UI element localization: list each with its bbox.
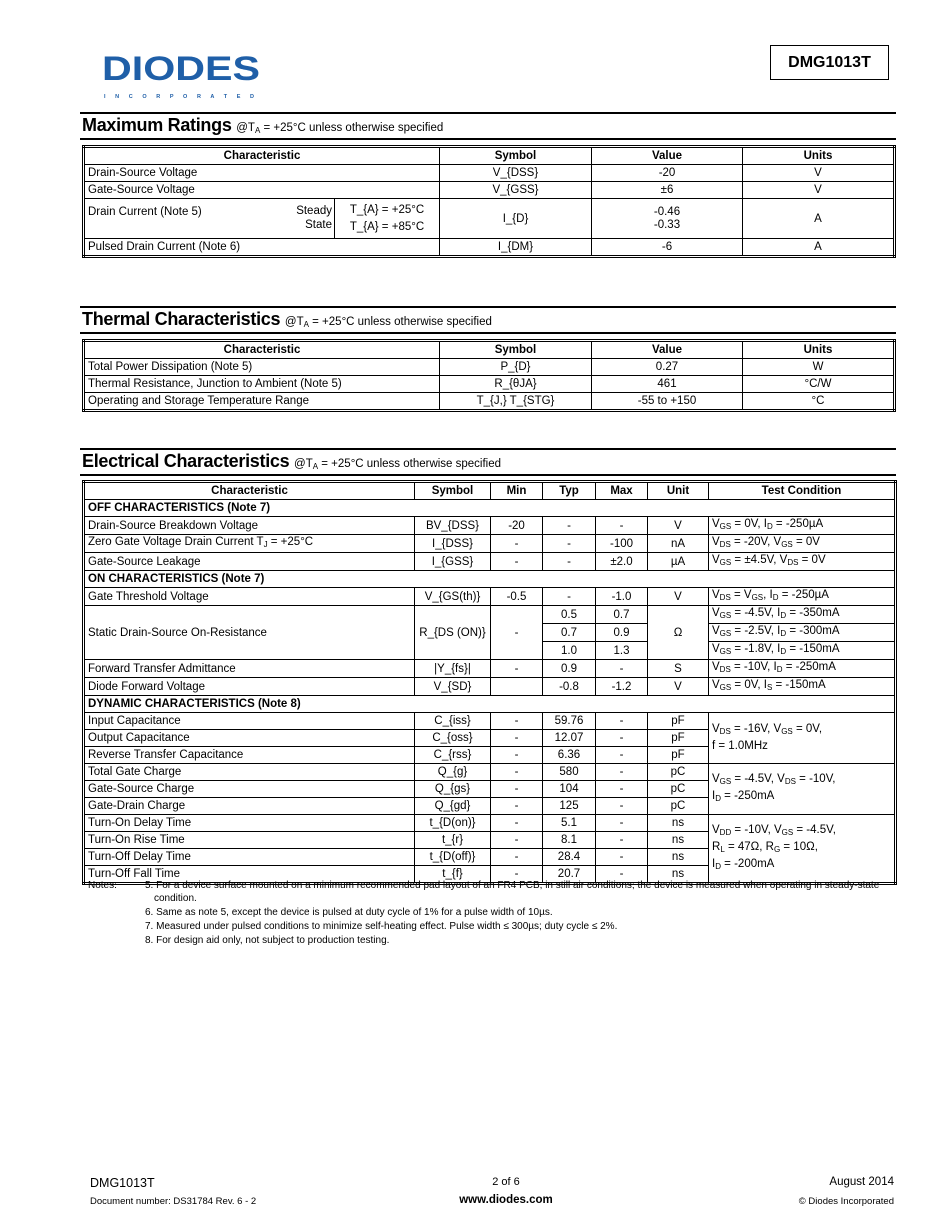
typ-cell: - xyxy=(543,553,596,571)
header-characteristic: Characteristic xyxy=(84,341,440,359)
test-condition-cell: $V_{DS} = -10V$, $I_D = -250mA$ xyxy=(709,660,896,678)
min-cell: - xyxy=(491,832,543,849)
min-cell: - xyxy=(491,849,543,866)
test-condition-cell: $V_{GS} = 0V$, $I_S = -150mA$ xyxy=(709,678,896,696)
unit-cell: nA xyxy=(648,535,709,553)
min-cell xyxy=(491,678,543,696)
table-row xyxy=(84,182,895,199)
header-characteristic: Characteristic xyxy=(84,482,415,500)
min-cell: -20 xyxy=(491,517,543,535)
unit-cell: V xyxy=(743,165,895,182)
section-condition: $@T_A = +25^\circ C$ unless otherwise specified xyxy=(294,458,502,471)
unit-cell: pF xyxy=(648,747,709,764)
table-row xyxy=(84,606,896,624)
thermal-heading xyxy=(80,306,896,334)
section-title: Electrical Characteristics xyxy=(82,451,290,471)
min-cell: - xyxy=(491,815,543,832)
note-item: 8. For design aid only, not subject to production testing. xyxy=(145,935,390,946)
header-value: Value xyxy=(592,147,743,165)
characteristic-cell: Turn-Off Fall Time xyxy=(84,866,415,884)
unit-cell: V xyxy=(648,678,709,696)
test-condition-cell: $V_{DS} = -16V$, $V_{GS} = 0V$, f = 1.0MHz xyxy=(709,713,896,764)
value-cell: ±6 xyxy=(592,182,743,199)
unit-cell: °C xyxy=(743,393,895,411)
typ-cell: 28.4 xyxy=(543,849,596,866)
typ-cell: 104 xyxy=(543,781,596,798)
test-condition-cell: $V_{GS} = 0V$, $I_D = -250\mu A$ xyxy=(709,517,896,535)
characteristic-cell: Turn-Off Delay Time xyxy=(84,849,415,866)
max-cell: - xyxy=(596,713,648,730)
unit-cell: pC xyxy=(648,764,709,781)
symbol-cell: R_{θJA} xyxy=(440,376,592,393)
header-symbol: Symbol xyxy=(440,341,592,359)
section-label: ON CHARACTERISTICS (Note 7) xyxy=(84,571,896,588)
typ-cell: 1.0 xyxy=(543,642,596,660)
test-condition-cell: $V_{DS} = V_{GS}$, $I_D = -250\mu A$ xyxy=(709,588,896,606)
symbol-cell: I_{DSS} xyxy=(415,535,491,553)
header-units: Units xyxy=(743,341,895,359)
section-title: Thermal Characteristics xyxy=(82,309,281,329)
diodes-logo xyxy=(102,50,267,102)
value-cell: -0.46 -0.33 xyxy=(592,199,743,239)
header-symbol: Symbol xyxy=(415,482,491,500)
header-min: Min xyxy=(491,482,543,500)
header-test-condition: Test Condition xyxy=(709,482,896,500)
table-row xyxy=(84,535,896,553)
max-cell: 1.3 xyxy=(596,642,648,660)
max-cell: -1.0 xyxy=(596,588,648,606)
table-row xyxy=(84,517,896,535)
thermal-table xyxy=(82,339,896,412)
max-cell: - xyxy=(596,517,648,535)
symbol-cell: C_{oss} xyxy=(415,730,491,747)
header-row xyxy=(84,147,895,165)
symbol-cell: I_{DM} xyxy=(440,239,592,257)
table-row xyxy=(84,239,895,257)
notes xyxy=(88,879,888,948)
table-row xyxy=(84,678,896,696)
characteristic-cell: Reverse Transfer Capacitance xyxy=(84,747,415,764)
part-number-box: DMG1013T xyxy=(770,45,889,80)
table-row xyxy=(84,393,895,411)
characteristic-cell: Gate-Source Leakage xyxy=(84,553,415,571)
typ-cell: 0.5 xyxy=(543,606,596,624)
characteristic-cell: Thermal Resistance, Junction to Ambient (Note 5) xyxy=(84,376,440,393)
min-cell: -0.5 xyxy=(491,588,543,606)
table-row xyxy=(84,165,895,182)
section-row xyxy=(84,571,896,588)
table-row xyxy=(84,588,896,606)
note-item: 5. For a device surface mounted on a minimum recommended pad layout of an FR4 PCB, in still air conditions; the device is measured when operating in steady-state condition. xyxy=(145,880,880,904)
note-item: 7. Measured under pulsed conditions to minimize self-heating effect. Pulse width ≤ 300µs; duty cycle ≤ 2%. xyxy=(145,921,618,932)
symbol-cell: R_{DS (ON)} xyxy=(415,606,491,660)
max-cell: - xyxy=(596,815,648,832)
symbol-cell: V_{DSS} xyxy=(440,165,592,182)
value-cell: 0.27 xyxy=(592,359,743,376)
symbol-cell: V_{GSS} xyxy=(440,182,592,199)
footer-copyright: © Diodes Incorporated xyxy=(798,1196,894,1207)
max-cell: - xyxy=(596,849,648,866)
max-cell: - xyxy=(596,798,648,815)
typ-cell: 6.36 xyxy=(543,747,596,764)
header-row xyxy=(84,482,896,500)
characteristic-cell: Operating and Storage Temperature Range xyxy=(84,393,440,411)
table-row xyxy=(84,713,896,730)
value-cell: -55 to +150 xyxy=(592,393,743,411)
header-characteristic: Characteristic xyxy=(84,147,440,165)
characteristic-cell: Pulsed Drain Current (Note 6) xyxy=(84,239,440,257)
unit-cell: ns xyxy=(648,832,709,849)
test-condition-cell: $V_{GS} = -4.5V$, $V_{DS} = -10V$, $I_D = -250mA$ xyxy=(709,764,896,815)
test-condition-cell: $V_{GS} = -4.5V$, $I_D = -350mA$ xyxy=(709,606,896,624)
max-cell: ±2.0 xyxy=(596,553,648,571)
header-symbol: Symbol xyxy=(440,147,592,165)
condition-cell xyxy=(335,199,440,239)
unit-cell: pC xyxy=(648,798,709,815)
min-cell: - xyxy=(491,730,543,747)
unit-cell: W xyxy=(743,359,895,376)
unit-cell: S xyxy=(648,660,709,678)
unit-cell: °C/W xyxy=(743,376,895,393)
test-condition-cell: $V_{GS} = -1.8V$, $I_D = -150mA$ xyxy=(709,642,896,660)
characteristic-cell: Gate-Drain Charge xyxy=(84,798,415,815)
characteristic-cell xyxy=(84,199,335,239)
typ-cell: 20.7 xyxy=(543,866,596,884)
max-cell: 0.9 xyxy=(596,624,648,642)
unit-cell: µA xyxy=(648,553,709,571)
symbol-cell: |Y_{fs}| xyxy=(415,660,491,678)
max-cell: -100 xyxy=(596,535,648,553)
section-row xyxy=(84,696,896,713)
section-condition: $@T_A = +25^\circ C$ unless otherwise specified xyxy=(236,122,444,135)
min-cell: - xyxy=(491,713,543,730)
characteristic-label: Drain Current (Note 5) xyxy=(88,206,202,218)
unit-cell: ns xyxy=(648,815,709,832)
min-cell: - xyxy=(491,866,543,884)
symbol-cell: T_{J,} T_{STG} xyxy=(440,393,592,411)
characteristic-cell: Diode Forward Voltage xyxy=(84,678,415,696)
section-condition: $@T_A = +25^\circ C$ unless otherwise specified xyxy=(284,316,492,329)
typ-cell: -0.8 xyxy=(543,678,596,696)
notes-label: Notes: xyxy=(88,880,117,891)
min-cell: - xyxy=(491,606,543,660)
typ-cell: 580 xyxy=(543,764,596,781)
characteristic-cell: Drain-Source Voltage xyxy=(84,165,440,182)
value-cell: 461 xyxy=(592,376,743,393)
characteristic-cell: Input Capacitance xyxy=(84,713,415,730)
characteristic-cell: Gate-Source Voltage xyxy=(84,182,440,199)
section-label: DYNAMIC CHARACTERISTICS (Note 8) xyxy=(84,696,896,713)
min-cell: - xyxy=(491,781,543,798)
section-row xyxy=(84,500,896,517)
max-cell: - xyxy=(596,747,648,764)
unit-cell: pC xyxy=(648,781,709,798)
test-condition-cell: $V_{GS} = \pm 4.5V$, $V_{DS} = 0V$ xyxy=(709,553,896,571)
table-row xyxy=(84,199,895,239)
electrical-table xyxy=(82,480,897,885)
max-cell: 0.7 xyxy=(596,606,648,624)
test-condition-cell: $V_{DD} = -10V$, $V_{GS} = -4.5V$, $R_L = 47\Omega$, $R_G = 10\Omega$, $I_D = -200mA$ xyxy=(709,815,896,884)
header-units: Units xyxy=(743,147,895,165)
value-cell: -6 xyxy=(592,239,743,257)
min-cell: - xyxy=(491,747,543,764)
max-ratings-heading xyxy=(80,112,896,140)
symbol-cell: C_{iss} xyxy=(415,713,491,730)
symbol-cell: I_{D} xyxy=(440,199,592,239)
characteristic-cell: Total Gate Charge xyxy=(84,764,415,781)
unit-cell: V xyxy=(648,588,709,606)
symbol-cell: t_{D(on)} xyxy=(415,815,491,832)
header-value: Value xyxy=(592,341,743,359)
footer-doc-number: Document number: DS31784 Rev. 6 - 2 xyxy=(90,1196,257,1207)
symbol-cell: t_{r} xyxy=(415,832,491,849)
header-max: Max xyxy=(596,482,648,500)
unit-cell: pF xyxy=(648,730,709,747)
characteristic-cell: Static Drain-Source On-Resistance xyxy=(84,606,415,660)
unit-cell: V xyxy=(743,182,895,199)
min-cell: - xyxy=(491,660,543,678)
state-label: Steady State xyxy=(296,205,332,231)
logo-text: DIODES xyxy=(102,50,260,88)
characteristic-cell: Output Capacitance xyxy=(84,730,415,747)
note-item: 6. Same as note 5, except the device is pulsed at duty cycle of 1% for a pulse width of 10µs. xyxy=(145,907,553,918)
table-row xyxy=(84,815,896,832)
max-cell: - xyxy=(596,660,648,678)
footer-url[interactable]: www.diodes.com xyxy=(459,1194,553,1206)
typ-cell: - xyxy=(543,517,596,535)
unit-cell: V xyxy=(648,517,709,535)
max-ratings-table xyxy=(82,145,896,258)
table-row xyxy=(84,359,895,376)
characteristic-cell: Gate-Source Charge xyxy=(84,781,415,798)
value-cell: -20 xyxy=(592,165,743,182)
table-row xyxy=(84,660,896,678)
unit-cell: A xyxy=(743,239,895,257)
typ-cell: 12.07 xyxy=(543,730,596,747)
unit-cell: ns xyxy=(648,866,709,884)
characteristic-cell: Turn-On Rise Time xyxy=(84,832,415,849)
typ-cell: 5.1 xyxy=(543,815,596,832)
typ-cell: - xyxy=(543,535,596,553)
max-cell: - xyxy=(596,866,648,884)
typ-cell: 125 xyxy=(543,798,596,815)
electrical-heading xyxy=(80,448,896,476)
symbol-cell: t_{D(off)} xyxy=(415,849,491,866)
table-row xyxy=(84,376,895,393)
header-row xyxy=(84,341,895,359)
test-condition-cell: $V_{GS} = -2.5V$, $I_D = -300mA$ xyxy=(709,624,896,642)
header-unit: Unit xyxy=(648,482,709,500)
symbol-cell: C_{rss} xyxy=(415,747,491,764)
symbol-cell: I_{GSS} xyxy=(415,553,491,571)
symbol-cell: Q_{g} xyxy=(415,764,491,781)
unit-cell: Ω xyxy=(648,606,709,660)
characteristic-cell: Forward Transfer Admittance xyxy=(84,660,415,678)
max-cell: - xyxy=(596,781,648,798)
footer-page: 2 of 6 xyxy=(492,1176,520,1188)
section-title: Maximum Ratings xyxy=(82,115,232,135)
unit-cell: pF xyxy=(648,713,709,730)
min-cell: - xyxy=(491,764,543,781)
footer-date: August 2014 xyxy=(829,1176,894,1188)
typ-cell: 59.76 xyxy=(543,713,596,730)
unit-cell: ns xyxy=(648,849,709,866)
typ-cell: 0.7 xyxy=(543,624,596,642)
temperature-condition: T_{A} = +85°C xyxy=(349,220,425,233)
characteristic-cell: Turn-On Delay Time xyxy=(84,815,415,832)
symbol-cell: V_{GS(th)} xyxy=(415,588,491,606)
typ-cell: 0.9 xyxy=(543,660,596,678)
max-cell: - xyxy=(596,764,648,781)
symbol-cell: t_{f} xyxy=(415,866,491,884)
characteristic-cell: Gate Threshold Voltage xyxy=(84,588,415,606)
min-cell: - xyxy=(491,535,543,553)
logo-subtext: I N C O R P O R A T E D xyxy=(104,94,254,100)
max-cell: - xyxy=(596,730,648,747)
symbol-cell: P_{D} xyxy=(440,359,592,376)
test-condition-cell: $V_{DS} = -20V$, $V_{GS} = 0V$ xyxy=(709,535,896,553)
table-row xyxy=(84,764,896,781)
symbol-cell: Q_{gd} xyxy=(415,798,491,815)
table-row xyxy=(84,553,896,571)
min-cell: - xyxy=(491,553,543,571)
typ-cell: 8.1 xyxy=(543,832,596,849)
symbol-cell: V_{SD} xyxy=(415,678,491,696)
max-cell: -1.2 xyxy=(596,678,648,696)
max-cell: - xyxy=(596,832,648,849)
footer-part: DMG1013T xyxy=(90,1176,155,1190)
section-label: OFF CHARACTERISTICS (Note 7) xyxy=(84,500,896,517)
temperature-condition: T_{A} = +25°C xyxy=(349,203,425,216)
header-typ: Typ xyxy=(543,482,596,500)
characteristic-cell: Zero Gate Voltage Drain Current $T_J = +25^\circ C$ xyxy=(84,535,415,553)
symbol-cell: BV_{DSS} xyxy=(415,517,491,535)
unit-cell: A xyxy=(743,199,895,239)
characteristic-cell: Drain-Source Breakdown Voltage xyxy=(84,517,415,535)
characteristic-cell: Total Power Dissipation (Note 5) xyxy=(84,359,440,376)
symbol-cell: Q_{gs} xyxy=(415,781,491,798)
typ-cell: - xyxy=(543,588,596,606)
min-cell: - xyxy=(491,798,543,815)
